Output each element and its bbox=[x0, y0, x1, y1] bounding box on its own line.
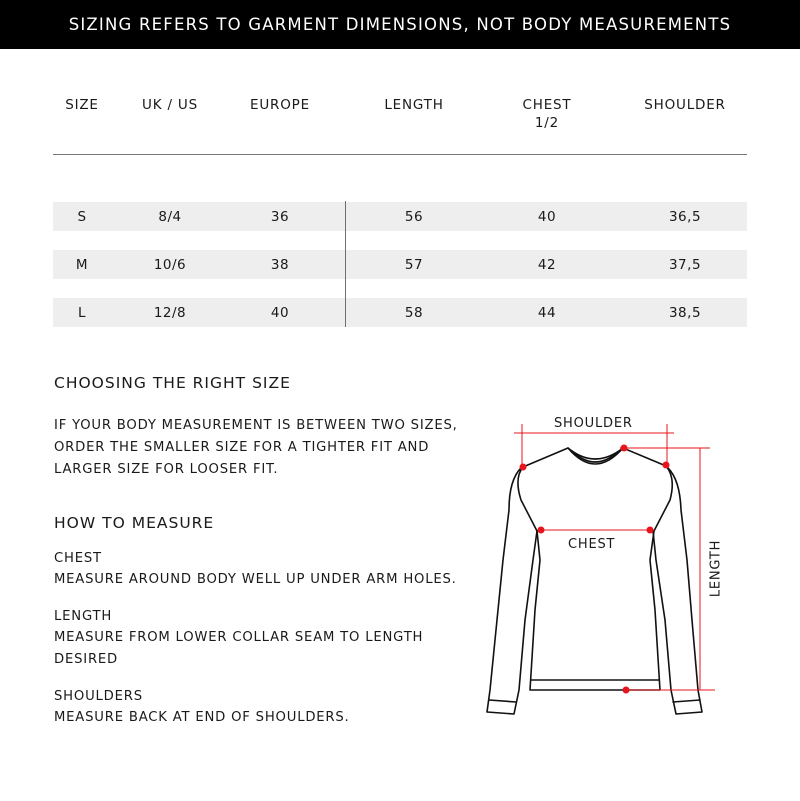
shoulder-point-left bbox=[520, 464, 527, 471]
measurement-points bbox=[520, 445, 670, 694]
how-to-measure-title: HOW TO MEASURE bbox=[54, 514, 215, 532]
cell-uk-us: 12/8 bbox=[153, 305, 187, 321]
header-chest-sub: 1/2 bbox=[534, 115, 560, 131]
length-text-line-2: DESIRED bbox=[54, 652, 118, 667]
cell-europe: 36 bbox=[270, 209, 290, 225]
choosing-size-line-1: IF YOUR BODY MEASUREMENT IS BETWEEN TWO SIZES, bbox=[54, 418, 458, 433]
cell-uk-us: 8/4 bbox=[158, 209, 182, 225]
cell-length: 56 bbox=[404, 209, 424, 225]
diagram-chest-label: CHEST bbox=[568, 537, 616, 552]
cell-shoulder: 38,5 bbox=[668, 305, 702, 321]
cell-size: L bbox=[77, 305, 87, 321]
shoulders-text: MEASURE BACK AT END OF SHOULDERS. bbox=[54, 710, 350, 725]
hem-point bbox=[623, 687, 630, 694]
header-europe: EUROPE bbox=[250, 97, 310, 113]
shoulders-title: SHOULDERS bbox=[54, 689, 143, 704]
length-text-line-1: MEASURE FROM LOWER COLLAR SEAM TO LENGTH bbox=[54, 630, 424, 645]
header-length: LENGTH bbox=[384, 97, 444, 113]
cell-europe: 40 bbox=[270, 305, 290, 321]
chest-point-right bbox=[647, 527, 654, 534]
header-chest: CHEST bbox=[522, 97, 572, 113]
cell-chest: 40 bbox=[537, 209, 557, 225]
cell-size: S bbox=[77, 209, 87, 225]
choosing-size-title: CHOOSING THE RIGHT SIZE bbox=[54, 374, 291, 392]
cell-shoulder: 37,5 bbox=[668, 257, 702, 273]
choosing-size-line-2: ORDER THE SMALLER SIZE FOR A TIGHTER FIT AND bbox=[54, 440, 430, 455]
cell-length: 58 bbox=[404, 305, 424, 321]
length-title: LENGTH bbox=[54, 609, 113, 624]
cell-length: 57 bbox=[404, 257, 424, 273]
diagram-length-label: LENGTH bbox=[708, 539, 724, 598]
cell-shoulder: 36,5 bbox=[668, 209, 702, 225]
cell-chest: 44 bbox=[537, 305, 557, 321]
header-uk-us: UK / US bbox=[142, 97, 198, 113]
page-banner: SIZING REFERS TO GARMENT DIMENSIONS, NOT BODY MEASUREMENTS bbox=[0, 0, 800, 49]
measurement-guides bbox=[514, 424, 715, 690]
cell-size: M bbox=[75, 257, 89, 273]
choosing-size-line-3: LARGER SIZE FOR LOOSER FIT. bbox=[54, 462, 279, 477]
header-size: SIZE bbox=[65, 97, 99, 113]
cell-europe: 38 bbox=[270, 257, 290, 273]
sweater-outline bbox=[487, 448, 702, 714]
chest-point-left bbox=[538, 527, 545, 534]
collar-point bbox=[621, 445, 628, 452]
cell-uk-us: 10/6 bbox=[153, 257, 187, 273]
chest-title: CHEST bbox=[54, 551, 102, 566]
cell-chest: 42 bbox=[537, 257, 557, 273]
header-shoulder: SHOULDER bbox=[644, 97, 726, 113]
chest-text: MEASURE AROUND BODY WELL UP UNDER ARM HOLES. bbox=[54, 572, 457, 587]
diagram-shoulder-label: SHOULDER bbox=[554, 416, 633, 431]
shoulder-point-right bbox=[663, 462, 670, 469]
